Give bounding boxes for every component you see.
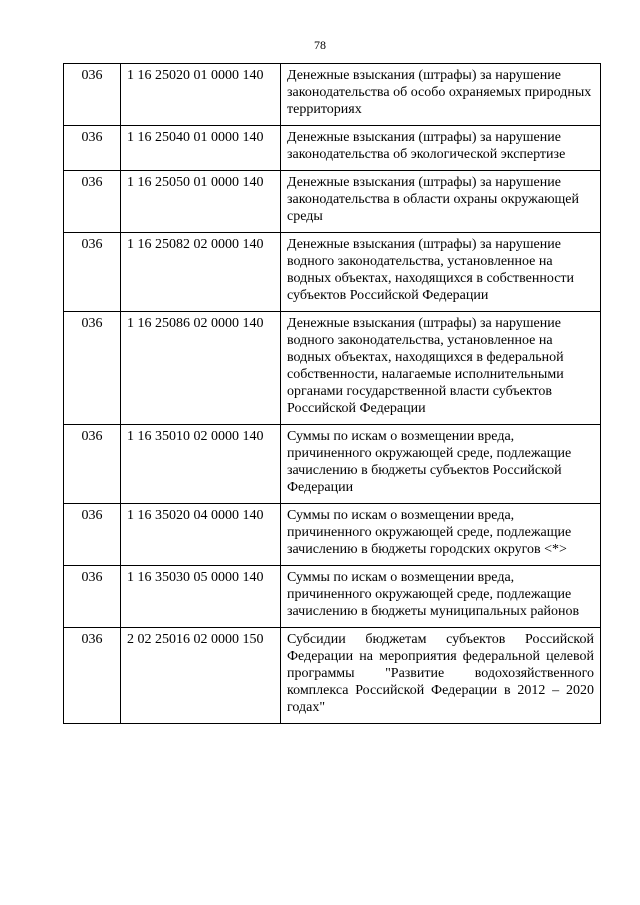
revenue-name-cell: Денежные взыскания (штрафы) за нарушение водного законодательства, установленное на водных объектах, находящихся в собственности субъектов Российской Федерации bbox=[281, 233, 601, 312]
table-row bbox=[64, 504, 601, 566]
revenue-name-cell: Денежные взыскания (штрафы) за нарушение законодательства в области охраны окружающей среды bbox=[281, 171, 601, 233]
budget-code-cell: 1 16 35010 02 0000 140 bbox=[121, 425, 281, 504]
admin-code-cell: 036 bbox=[64, 566, 121, 628]
revenue-name-cell: Денежные взыскания (штрафы) за нарушение законодательства об особо охраняемых природных территориях bbox=[281, 64, 601, 126]
admin-code-cell: 036 bbox=[64, 425, 121, 504]
revenue-name-cell: Суммы по искам о возмещении вреда, причиненного окружающей среде, подлежащие зачислению в бюджеты городских округов <*> bbox=[281, 504, 601, 566]
admin-code-cell: 036 bbox=[64, 64, 121, 126]
budget-code-cell: 1 16 25040 01 0000 140 bbox=[121, 126, 281, 171]
admin-code-cell: 036 bbox=[64, 628, 121, 724]
table-row bbox=[64, 628, 601, 724]
budget-codes-table bbox=[63, 63, 601, 724]
table-row bbox=[64, 64, 601, 126]
budget-code-cell: 2 02 25016 02 0000 150 bbox=[121, 628, 281, 724]
admin-code-cell: 036 bbox=[64, 233, 121, 312]
budget-code-cell: 1 16 25020 01 0000 140 bbox=[121, 64, 281, 126]
table-row bbox=[64, 233, 601, 312]
budget-code-cell: 1 16 35030 05 0000 140 bbox=[121, 566, 281, 628]
budget-code-cell: 1 16 25050 01 0000 140 bbox=[121, 171, 281, 233]
admin-code-cell: 036 bbox=[64, 171, 121, 233]
admin-code-cell: 036 bbox=[64, 126, 121, 171]
budget-code-cell: 1 16 35020 04 0000 140 bbox=[121, 504, 281, 566]
table-row bbox=[64, 126, 601, 171]
table-row bbox=[64, 171, 601, 233]
page-number: 78 bbox=[314, 38, 326, 52]
revenue-name-cell: Денежные взыскания (штрафы) за нарушение водного законодательства, установленное на водных объектах, находящихся в федеральной собственности, налагаемые исполнительными органами государственной власти субъектов Российской Федерации bbox=[281, 312, 601, 425]
table-row bbox=[64, 312, 601, 425]
revenue-name-cell: Суммы по искам о возмещении вреда, причиненного окружающей среде, подлежащие зачислению в бюджеты субъектов Российской Федерации bbox=[281, 425, 601, 504]
revenue-name-cell: Суммы по искам о возмещении вреда, причиненного окружающей среде, подлежащие зачислению в бюджеты муниципальных районов bbox=[281, 566, 601, 628]
table-row bbox=[64, 566, 601, 628]
revenue-name-cell: Денежные взыскания (штрафы) за нарушение законодательства об экологической экспертизе bbox=[281, 126, 601, 171]
budget-code-cell: 1 16 25086 02 0000 140 bbox=[121, 312, 281, 425]
admin-code-cell: 036 bbox=[64, 312, 121, 425]
table-row bbox=[64, 425, 601, 504]
budget-code-cell: 1 16 25082 02 0000 140 bbox=[121, 233, 281, 312]
revenue-name-cell: Субсидии бюджетам субъектов Российской Федерации на мероприятия федеральной целевой программы "Развитие водохозяйственного комплекса Российской Федерации в 2012 – 2020 годах" bbox=[281, 628, 601, 724]
admin-code-cell: 036 bbox=[64, 504, 121, 566]
